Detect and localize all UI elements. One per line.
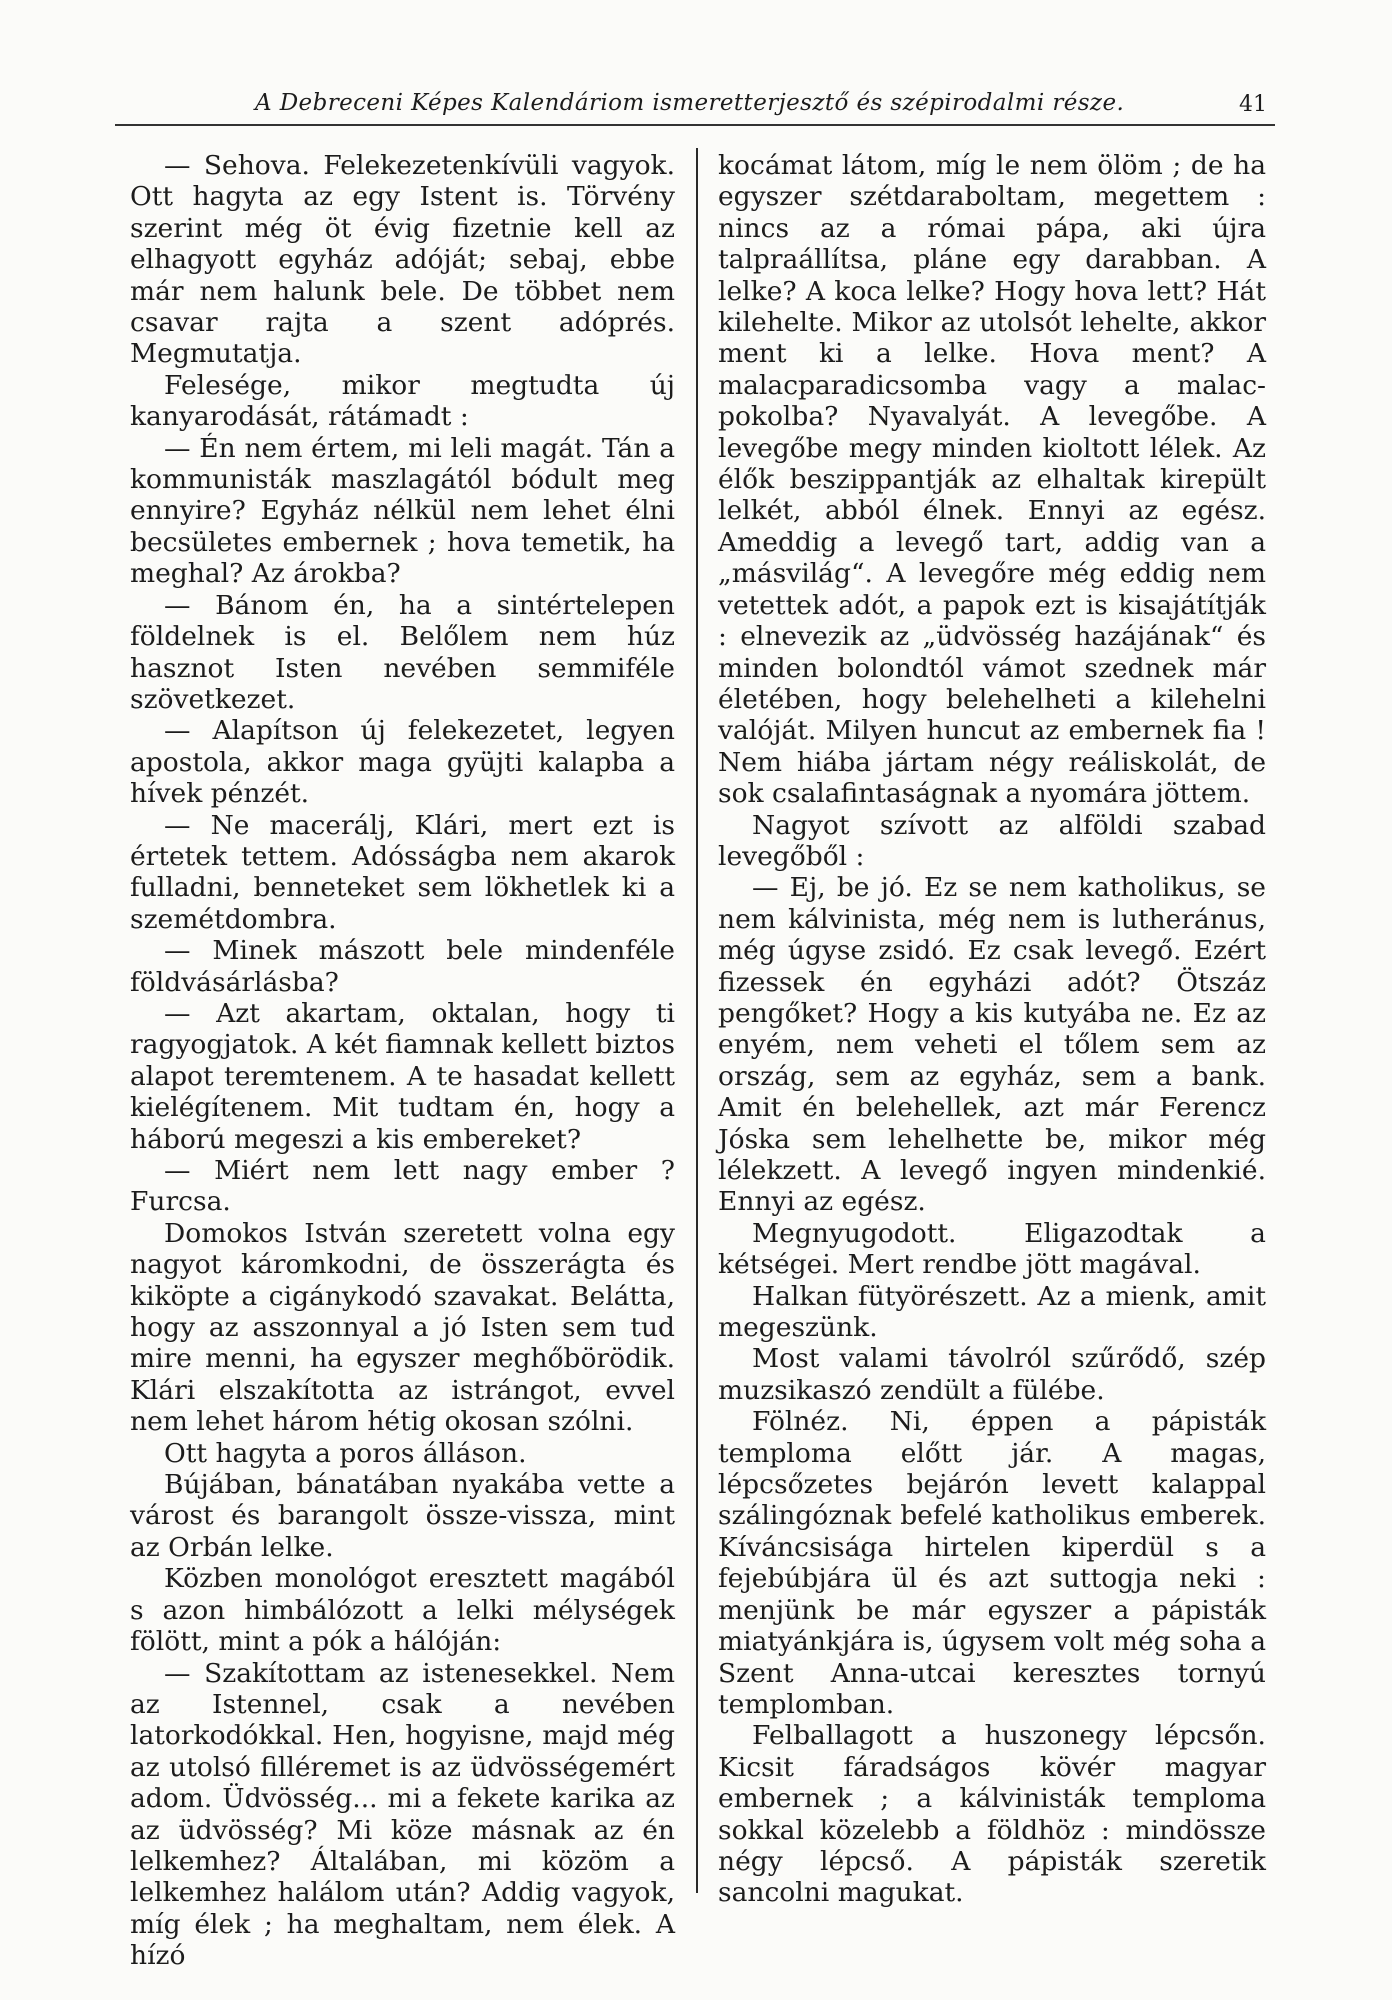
paragraph: — Azt akartam, oktalan, hogy ti ragyogjatok. A két fiamnak kellett biztos alapot teremtenem. A te hasadat kellett kielégítenem. Mit tudtam én, hogy a háború megeszi a kis embereket? [130, 997, 675, 1155]
page-number: 41 [1239, 92, 1267, 117]
paragraph: Nagyot szívott az alföldi szabad levegőből : [718, 809, 1266, 872]
paragraph: — Szakítottam az istenesekkel. Nem az Istennel, csak a nevében latorkodókkal. Hen, hogyisne, majd még az utolsó filléremet is az üdvösségemért adom. Üdvösség... mi a fekete karika az az üdvösség? Mi köze másnak az én lelkemhez? Általában, mi közöm a lelkemhez halálom után? Addig vagyok, míg élek ; ha meghaltam, nem élek. A hízó [130, 1657, 675, 1972]
paragraph: Közben monológot eresztett magából s azon himbálózott a lelki mélységek fölött, mint a pók a hálóján: [130, 1563, 675, 1658]
paragraph: — Ne macerálj, Klári, mert ezt is értetek tettem. Adósságba nem akarok fulladni, benneteket sem lökhetlek ki a szemétdombra. [130, 809, 675, 935]
paragraph: Most valami távolról szűrődő, szép muzsikaszó zendült a fülébe. [718, 1343, 1266, 1406]
paragraph: — Én nem értem, mi leli magát. Tán a kommunisták maszlagától bódult meg ennyire? Egyház nélkül nem lehet élni becsületes embernek ; hova temetik, ha meghal? Az árokba? [130, 432, 675, 590]
paragraph: Domokos István szeretett volna egy nagyot káromkodni, de összerágta és kiköpte a cigánykodó szavakat. Belátta, hogy az asszonnyal a jó Isten sem tud mire menni, ha egyszer meghőbörödik. Klári elszakította az istrángot, evvel nem lehet három hétig okosan szólni. [130, 1217, 675, 1438]
paragraph: — Miért nem lett nagy ember ? Furcsa. [130, 1155, 675, 1218]
paragraph: — Sehova. Felekezetenkívüli vagyok. Ott hagyta az egy Istent is. Törvény szerint még öt évig fizetnie kell az elhagyott egyház adóját; sebaj, ebbe már nem halunk bele. De többet nem csavar rajta a szent adóprés. Megmutatja. [130, 150, 675, 370]
paragraph: — Minek mászott bele mindenféle földvásárlásba? [130, 935, 675, 998]
paragraph: Felballagott a huszonegy lépcsőn. Kicsit fáradságos kövér magyar embernek ; a kálvinisták temploma sokkal közelebb a földhöz : mindössze négy lépcső. A pápisták szeretik sancolni magukat. [718, 1720, 1266, 1909]
paragraph: Bújában, bánatában nyakába vette a várost és barangolt össze-vissza, mint az Orbán lelke. [130, 1469, 675, 1563]
left-column [130, 150, 675, 1972]
paragraph: kocámat látom, míg le nem ölöm ; de ha egyszer szétdaraboltam, megettem : nincs az a római pápa, aki újra talpraállítsa, pláne egy darabban. A lelke? A koca lelke? Hogy hova lett? Hát kilehelte. Mikor az utolsót lehelte, akkor ment ki a lelke. Hova ment? A malacparadicsomba vagy a malac-pokolba? Nyavalyát. A levegőbe. A levegőbe megy minden kioltott lélek. Az élők beszippantják az elhaltak kirepült lelkét, abból élnek. Ennyi az egész. Ameddig a levegő tart, addig van a „másvilág“. A levegőre még eddig nem vetettek adót, a papok ezt is kisajátítják : elnevezik az „üdvösség hazájának“ és minden bolondtól vámot szednek már életében, hogy belehelheti a kilehelni valóját. Milyen huncut az embernek fia ! Nem hiába jártam négy reáliskolát, de sok csalafintaságnak a nyomára jöttem. [718, 150, 1266, 810]
paragraph: Megnyugodott. Eligazodtak a kétségei. Mert rendbe jött magával. [718, 1217, 1266, 1281]
paragraph: Ott hagyta a poros álláson. [164, 1437, 527, 1469]
paragraph: Halkan fütyörészett. Az a mienk, amit megeszünk. [718, 1280, 1266, 1344]
paragraph: — Ej, be jó. Ez se nem katholikus, se nem kálvinista, még nem is lutheránus, még úgyse zsidó. Ez csak levegő. Ezért fizessek én egyházi adót? Ötszáz pengőket? Hogy a kis kutyába ne. Ez az enyém, nem veheti el tőlem sem az ország, sem az egyház, sem a bank. Amit én belehellek, azt már Ferencz Jóska sem lehelhette be, mikor még lélekzett. A levegő ingyen mindenkié. Ennyi az egész. [718, 872, 1266, 1218]
paragraph: — Bánom én, ha a sintértelepen földelnek is el. Belőlem nem húz hasznot Isten nevében semmiféle szövetkezet. [130, 589, 675, 715]
column-rule [696, 148, 698, 1893]
right-column [718, 150, 1266, 1909]
running-header [115, 88, 1275, 126]
paragraph: — Alapítson új felekezetet, legyen apostola, akkor maga gyüjti kalapba a hívek pénzét. [130, 715, 675, 810]
paragraph: Fölnéz. Ni, éppen a pápisták temploma előtt jár. A magas, lépcsőzetes bejárón levett kalappal szálingóznak befelé katholikus emberek. Kíváncsisága hirtelen kiperdül s a fejebúbjára ül és azt suttogja neki : menjünk be már egyszer a pápisták miatyánkjára is, úgysem volt még soha a Szent Anna-utcai keresztes tornyú templomban. [718, 1406, 1266, 1720]
header-title: A Debreceni Képes Kalendáriom ismeretterjesztő és szépirodalmi része. [255, 90, 1125, 116]
paragraph: Felesége, mikor megtudta új kanyarodását, rátámadt : [130, 369, 675, 433]
